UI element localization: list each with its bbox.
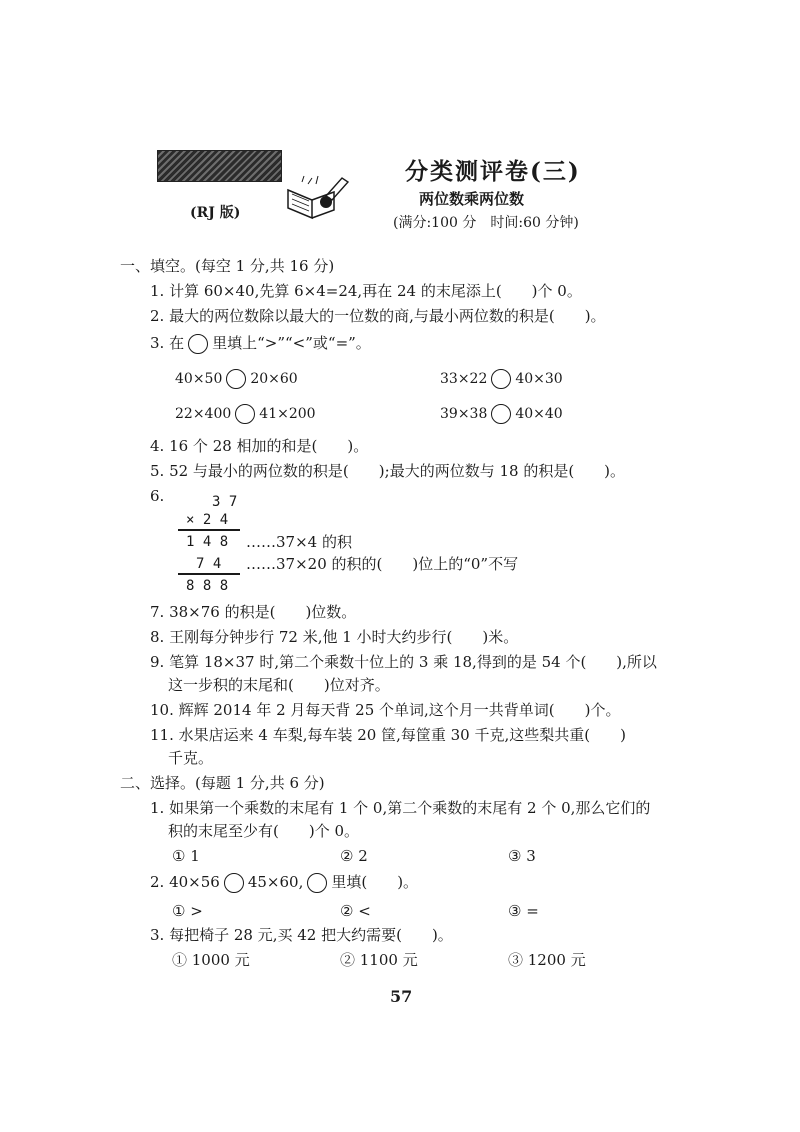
- vertical-row-3-note: ……37×4 的积: [246, 533, 352, 551]
- section1-title: 一、填空。(每空 1 分,共 16 分): [120, 257, 335, 275]
- s2-question-1b: 积的末尾至少有( )个 0。: [168, 822, 360, 840]
- edition-label: (RJ 版): [190, 205, 241, 221]
- compare-circle-icon[interactable]: [224, 873, 244, 893]
- compare-left: 33×22: [440, 371, 488, 387]
- compare-right: 40×30: [515, 371, 563, 387]
- vertical-row-4-note: ……37×20 的积的( )位上的“0”不写: [246, 555, 519, 573]
- compare-circle-icon[interactable]: [491, 369, 511, 389]
- s2-q2-suffix: 里填( )。: [331, 873, 419, 891]
- score-time-info: (满分:100 分 时间:60 分钟): [393, 215, 579, 231]
- vertical-row-2: × 2 4: [186, 512, 229, 528]
- compare-left: 40×50: [175, 371, 223, 387]
- vertical-rule-2: [178, 573, 240, 575]
- s2-q1-option-3[interactable]: ③ 3: [508, 847, 536, 865]
- compare-item-2: [440, 369, 563, 389]
- s1-question-11b: 千克。: [168, 749, 214, 767]
- vertical-row-5: 8 8 8: [186, 578, 229, 594]
- s2-question-2: [150, 872, 418, 893]
- s1-question-9a: 9. 笔算 18×37 时,第二个乘数十位上的 3 乘 18,得到的是 54 个( ),所以: [150, 653, 657, 671]
- vertical-row-4: 7 4: [196, 556, 222, 572]
- s2-q2-right: 45×60,: [247, 873, 304, 891]
- s1-question-5: 5. 52 与最小的两位数的积是( );最大的两位数与 18 的积是( )。: [150, 462, 626, 480]
- compare-item-4: [440, 404, 563, 424]
- compare-circle-icon: [188, 334, 208, 354]
- s1-question-8: 8. 王刚每分钟步行 72 米,他 1 小时大约步行( )米。: [150, 628, 519, 646]
- compare-circle-icon[interactable]: [226, 369, 246, 389]
- s2-q2-option-3[interactable]: ③ =: [508, 902, 539, 920]
- compare-circle-icon[interactable]: [491, 404, 511, 424]
- s1-question-2: 2. 最大的两位数除以最大的一位数的商,与最小两位数的积是( )。: [150, 307, 606, 325]
- compare-left: 22×400: [175, 406, 232, 422]
- s1-question-6: 6.: [150, 487, 165, 505]
- s1-question-4: 4. 16 个 28 相加的和是( )。: [150, 437, 369, 455]
- s2-question-1a: 1. 如果第一个乘数的末尾有 1 个 0,第二个乘数的末尾有 2 个 0,那么它们的: [150, 799, 651, 817]
- s1-question-11a: 11. 水果店运来 4 车梨,每车装 20 筐,每筐重 30 千克,这些梨共重( ): [150, 726, 626, 744]
- compare-item-1: [175, 369, 298, 389]
- book-illustration-icon: [282, 172, 352, 222]
- page-number: 57: [390, 987, 413, 1006]
- s1-question-3: [150, 333, 371, 354]
- s2-q1-option-2[interactable]: ② 2: [340, 847, 368, 865]
- s2-q2-left: 2. 40×56: [150, 873, 220, 891]
- s1-question-1: 1. 计算 60×40,先算 6×4=24,再在 24 的末尾添上( )个 0。: [150, 282, 582, 300]
- compare-circle-icon: [307, 873, 327, 893]
- s2-q3-option-3[interactable]: ③ 1200 元: [508, 951, 586, 969]
- vertical-row-1: 3 7: [212, 494, 238, 510]
- s1-q3-prefix: 3. 在: [150, 334, 185, 352]
- compare-right: 40×40: [515, 406, 563, 422]
- section2-title: 二、选择。(每题 1 分,共 6 分): [120, 774, 325, 792]
- s2-q1-option-1[interactable]: ① 1: [172, 847, 200, 865]
- compare-right: 41×200: [259, 406, 316, 422]
- vertical-row-3: 1 4 8: [186, 534, 229, 550]
- s2-q2-option-1[interactable]: ① >: [172, 902, 203, 920]
- vertical-rule-1: [178, 529, 240, 531]
- s2-q3-option-1[interactable]: ① 1000 元: [172, 951, 250, 969]
- s2-question-3: 3. 每把椅子 28 元,买 42 把大约需要( )。: [150, 926, 453, 944]
- s1-question-10: 10. 辉辉 2014 年 2 月每天背 25 个单词,这个月一共背单词( )个。: [150, 701, 621, 719]
- page-subtitle: 两位数乘两位数: [419, 190, 525, 208]
- series-banner: [157, 150, 282, 182]
- compare-item-3: [175, 404, 316, 424]
- s1-q3-suffix: 里填上“>”“<”或“=”。: [212, 334, 371, 352]
- s2-q2-option-2[interactable]: ② <: [340, 902, 371, 920]
- page-title: 分类测评卷(三): [405, 158, 581, 185]
- compare-circle-icon[interactable]: [235, 404, 255, 424]
- compare-left: 39×38: [440, 406, 488, 422]
- s1-question-7: 7. 38×76 的积是( )位数。: [150, 603, 357, 621]
- compare-right: 20×60: [250, 371, 298, 387]
- s1-question-9b: 这一步积的末尾和( )位对齐。: [168, 676, 390, 694]
- s2-q3-option-2[interactable]: ② 1100 元: [340, 951, 418, 969]
